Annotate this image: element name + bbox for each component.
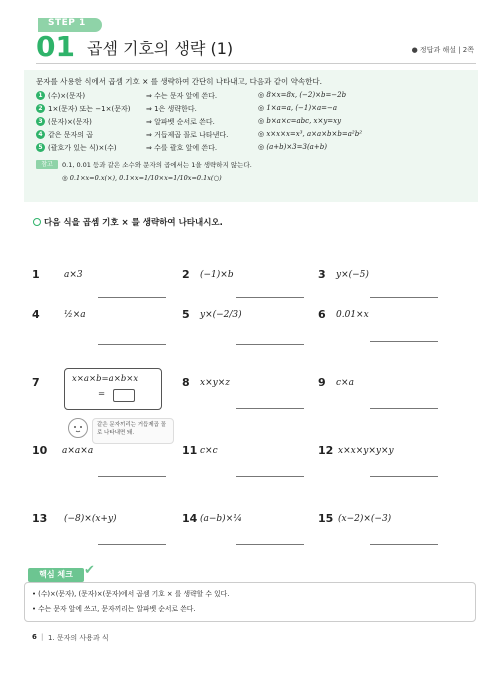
rule-row: [36, 130, 476, 141]
rule-desc: ⇒ 수는 문자 앞에 쓴다.: [146, 92, 218, 100]
problem-number: 3: [318, 268, 326, 281]
page-title: 곱셈 기호의 생략 (1): [87, 39, 234, 58]
rule-desc: ⇒ 알파벳 순서로 쓴다.: [146, 118, 215, 126]
page-number: 6: [32, 633, 37, 641]
note-tag: 참고: [36, 160, 58, 169]
core-check-tab: 핵심 체크: [28, 568, 84, 582]
answer-line[interactable]: [236, 344, 304, 345]
rule-number-badge: 2: [36, 104, 45, 113]
core-check-item: • 수는 문자 앞에 쓰고, 문자끼리는 알파벳 순서로 쓴다.: [32, 605, 196, 613]
rule-text: (문자)×(문자): [48, 118, 92, 126]
rule-number-badge: 3: [36, 117, 45, 126]
answer-line[interactable]: [98, 344, 166, 345]
problem-expression: (−8)×(x+y): [64, 514, 117, 524]
problem-number: 15: [318, 512, 334, 525]
section-title: 다음 식을 곱셈 기호 × 를 생략하여 나타내시오.: [44, 218, 223, 228]
answer-line[interactable]: [236, 297, 304, 298]
problem-expression: y×(−5): [336, 270, 369, 280]
rule-number-badge: 5: [36, 143, 45, 152]
problem-number: 10: [32, 444, 48, 457]
rule-text: (수)×(문자): [48, 92, 86, 100]
answer-line[interactable]: [236, 544, 304, 545]
problem-number: 2: [182, 268, 190, 281]
problem-expression: (x−2)×(−3): [338, 514, 392, 524]
hint-equation-equals: =: [98, 389, 106, 399]
problem-expression: x×y×z: [200, 378, 230, 388]
answer-line[interactable]: [370, 408, 438, 409]
rule-row: [36, 91, 476, 102]
problem-number: 9: [318, 376, 326, 389]
step-label: STEP 1: [48, 18, 86, 28]
problem-number: 1: [32, 268, 40, 281]
problem-number: 4: [32, 308, 40, 321]
chapter-title: 1. 문자의 사용과 식: [48, 634, 109, 642]
note-text: 0.1, 0.01 등과 같은 소수와 문자의 곱에서는 1을 생략하지 않는다.: [62, 161, 252, 169]
problem-number: 8: [182, 376, 190, 389]
problem-expression: (a−b)×¼: [200, 514, 242, 524]
rule-row: [36, 104, 476, 115]
problem-expression: a×a×a: [62, 446, 94, 456]
checkmark-icon: ✔: [84, 563, 95, 578]
problem-number: 13: [32, 512, 48, 525]
problem-expression: c×a: [336, 378, 354, 388]
hint-text: 같은 문자끼리는 거듭제곱 꼴로 나타내면 돼.: [97, 422, 167, 436]
problem-expression: x×x×y×y×y: [338, 446, 394, 456]
answer-reference: ● 정답과 해설 | 2쪽: [411, 46, 474, 54]
answer-line[interactable]: [370, 341, 438, 342]
answer-line[interactable]: [236, 408, 304, 409]
rule-number-badge: 4: [36, 130, 45, 139]
problem-number: 12: [318, 444, 334, 457]
problem-number: 14: [182, 512, 198, 525]
problem-expression: (−1)×b: [200, 270, 234, 280]
answer-line[interactable]: [370, 544, 438, 545]
lesson-number: 01: [36, 30, 75, 63]
problem-number: 7: [32, 376, 40, 389]
answer-line[interactable]: [98, 544, 166, 545]
rule-row: [36, 143, 476, 154]
rule-example: ◎ b×a×c=abc, x×y=xy: [258, 117, 342, 125]
problem-expression: 0.01×x: [336, 310, 369, 320]
problem-number: 6: [318, 308, 326, 321]
concept-intro: 문자를 사용한 식에서 곱셈 기호 × 를 생략하여 간단히 나타내고, 다음과 같이 약속한다.: [36, 77, 322, 86]
rule-desc: ⇒ 1은 생략한다.: [146, 105, 197, 113]
footer-separator: |: [41, 633, 44, 641]
rule-text: 같은 문자의 곱: [48, 131, 94, 139]
answer-line[interactable]: [236, 476, 304, 477]
rule-desc: ⇒ 수를 괄호 앞에 쓴다.: [146, 144, 218, 152]
rule-example: ◎ (a+b)×3=3(a+b): [258, 143, 327, 151]
problem-expression: y×(−2/3): [200, 310, 242, 320]
rule-text: (괄호가 있는 식)×(수): [48, 144, 117, 152]
answer-blank-box[interactable]: [113, 389, 135, 402]
rule-example: ◎ 1×a=a, (−1)×a=−a: [258, 104, 338, 112]
rule-number-badge: 1: [36, 91, 45, 100]
answer-line[interactable]: [370, 297, 438, 298]
answer-line[interactable]: [98, 476, 166, 477]
answer-line[interactable]: [370, 476, 438, 477]
rule-text: 1×(문자) 또는 −1×(문자): [48, 105, 131, 113]
rule-desc: ⇒ 거듭제곱 꼴로 나타낸다.: [146, 131, 229, 139]
rule-example: ◎ x×x×x=x³, a×a×b×b=a²b²: [258, 130, 363, 138]
rule-example: ◎ 8×x=8x, (−2)×b=−2b: [258, 91, 347, 99]
character-face-icon: [68, 418, 88, 438]
core-check-item: • (수)×(문자), (문자)×(문자)에서 곱셈 기호 × 를 생략할 수 있다.: [32, 590, 230, 598]
problem-expression: c×c: [200, 446, 218, 456]
rule-row: [36, 117, 476, 128]
hint-equation-line: x×a×b=a×b×x: [72, 374, 139, 384]
section-bullet-icon: [33, 218, 41, 226]
problem-number: 5: [182, 308, 190, 321]
problem-expression: ½×a: [64, 310, 86, 320]
title-divider: [36, 63, 476, 64]
note-example: ◎ 0.1×x=0.x(×), 0.1×x=1/10×x=1/10x=0.1x(○): [62, 174, 222, 182]
problem-number: 11: [182, 444, 198, 457]
answer-line[interactable]: [98, 297, 166, 298]
problem-expression: a×3: [64, 270, 83, 280]
